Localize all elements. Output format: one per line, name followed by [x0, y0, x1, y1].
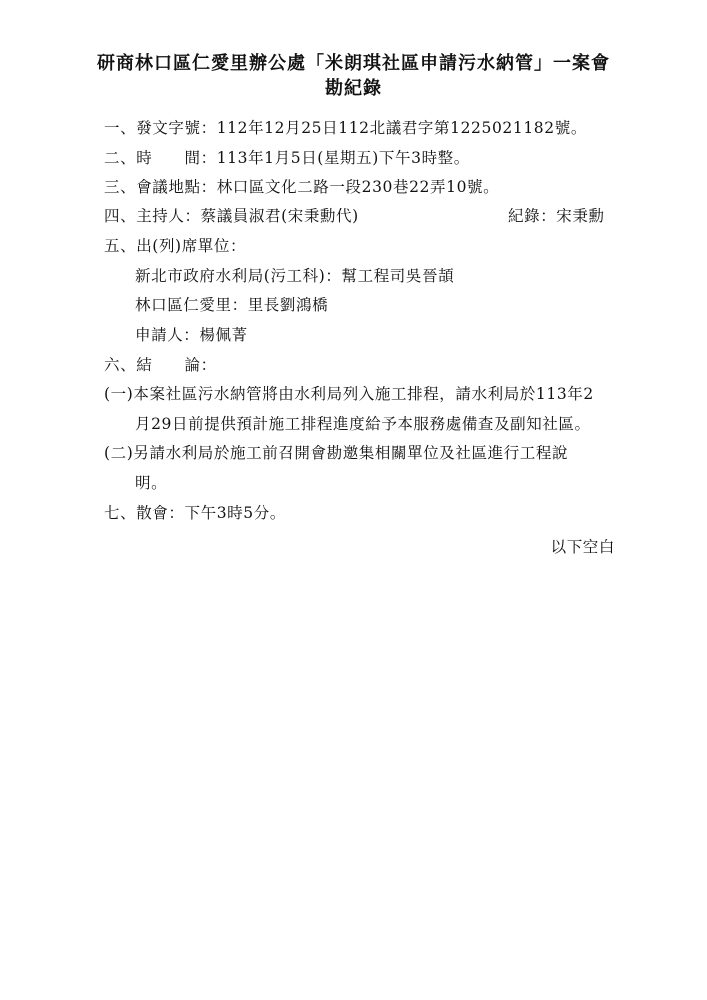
end-note: 以下空白 — [550, 538, 615, 556]
conclusion-2-line1: (二)另請水利局於施工前召開會勘邀集相關單位及社區進行工程說 — [104, 444, 569, 462]
item-attendees-heading: 五、出(列)席單位： — [104, 237, 247, 255]
document-title-line1: 研商林口區仁愛里辦公處「米朗琪社區申請污水納管」一案會 — [97, 53, 610, 74]
conclusion-1-line1: (一)本案社區污水納管將由水利局列入施工排程，請水利局於113年2 — [104, 385, 594, 403]
conclusion-1-line2: 月29日前提供預計施工排程進度給予本服務處備查及副知社區。 — [135, 415, 591, 433]
item-host: 四、主持人：蔡議員淑君(宋秉勳代) — [104, 207, 359, 225]
item-conclusion-heading: 六、結 論： — [104, 356, 217, 374]
item-meeting-location: 三、會議地點：林口區文化二路一段230巷22弄10號。 — [104, 178, 500, 196]
item-adjournment: 七、散會：下午3時5分。 — [104, 504, 286, 522]
item-document-number: 一、發文字號：112年12月25日112北議君字第1225021182號。 — [104, 119, 587, 137]
document-title-line2: 勘紀錄 — [325, 78, 382, 99]
attendee-item: 林口區仁愛里：里長劉鴻橋 — [135, 296, 329, 314]
conclusion-2-line2: 明。 — [135, 474, 168, 492]
attendee-item: 申請人：楊佩菁 — [135, 326, 248, 344]
item-recorder: 紀錄：宋秉勳 — [508, 207, 605, 225]
item-meeting-time: 二、時 間：113年1月5日(星期五)下午3時整。 — [104, 149, 470, 167]
attendee-item: 新北市政府水利局(污工科)：幫工程司吳晉頡 — [135, 267, 455, 285]
